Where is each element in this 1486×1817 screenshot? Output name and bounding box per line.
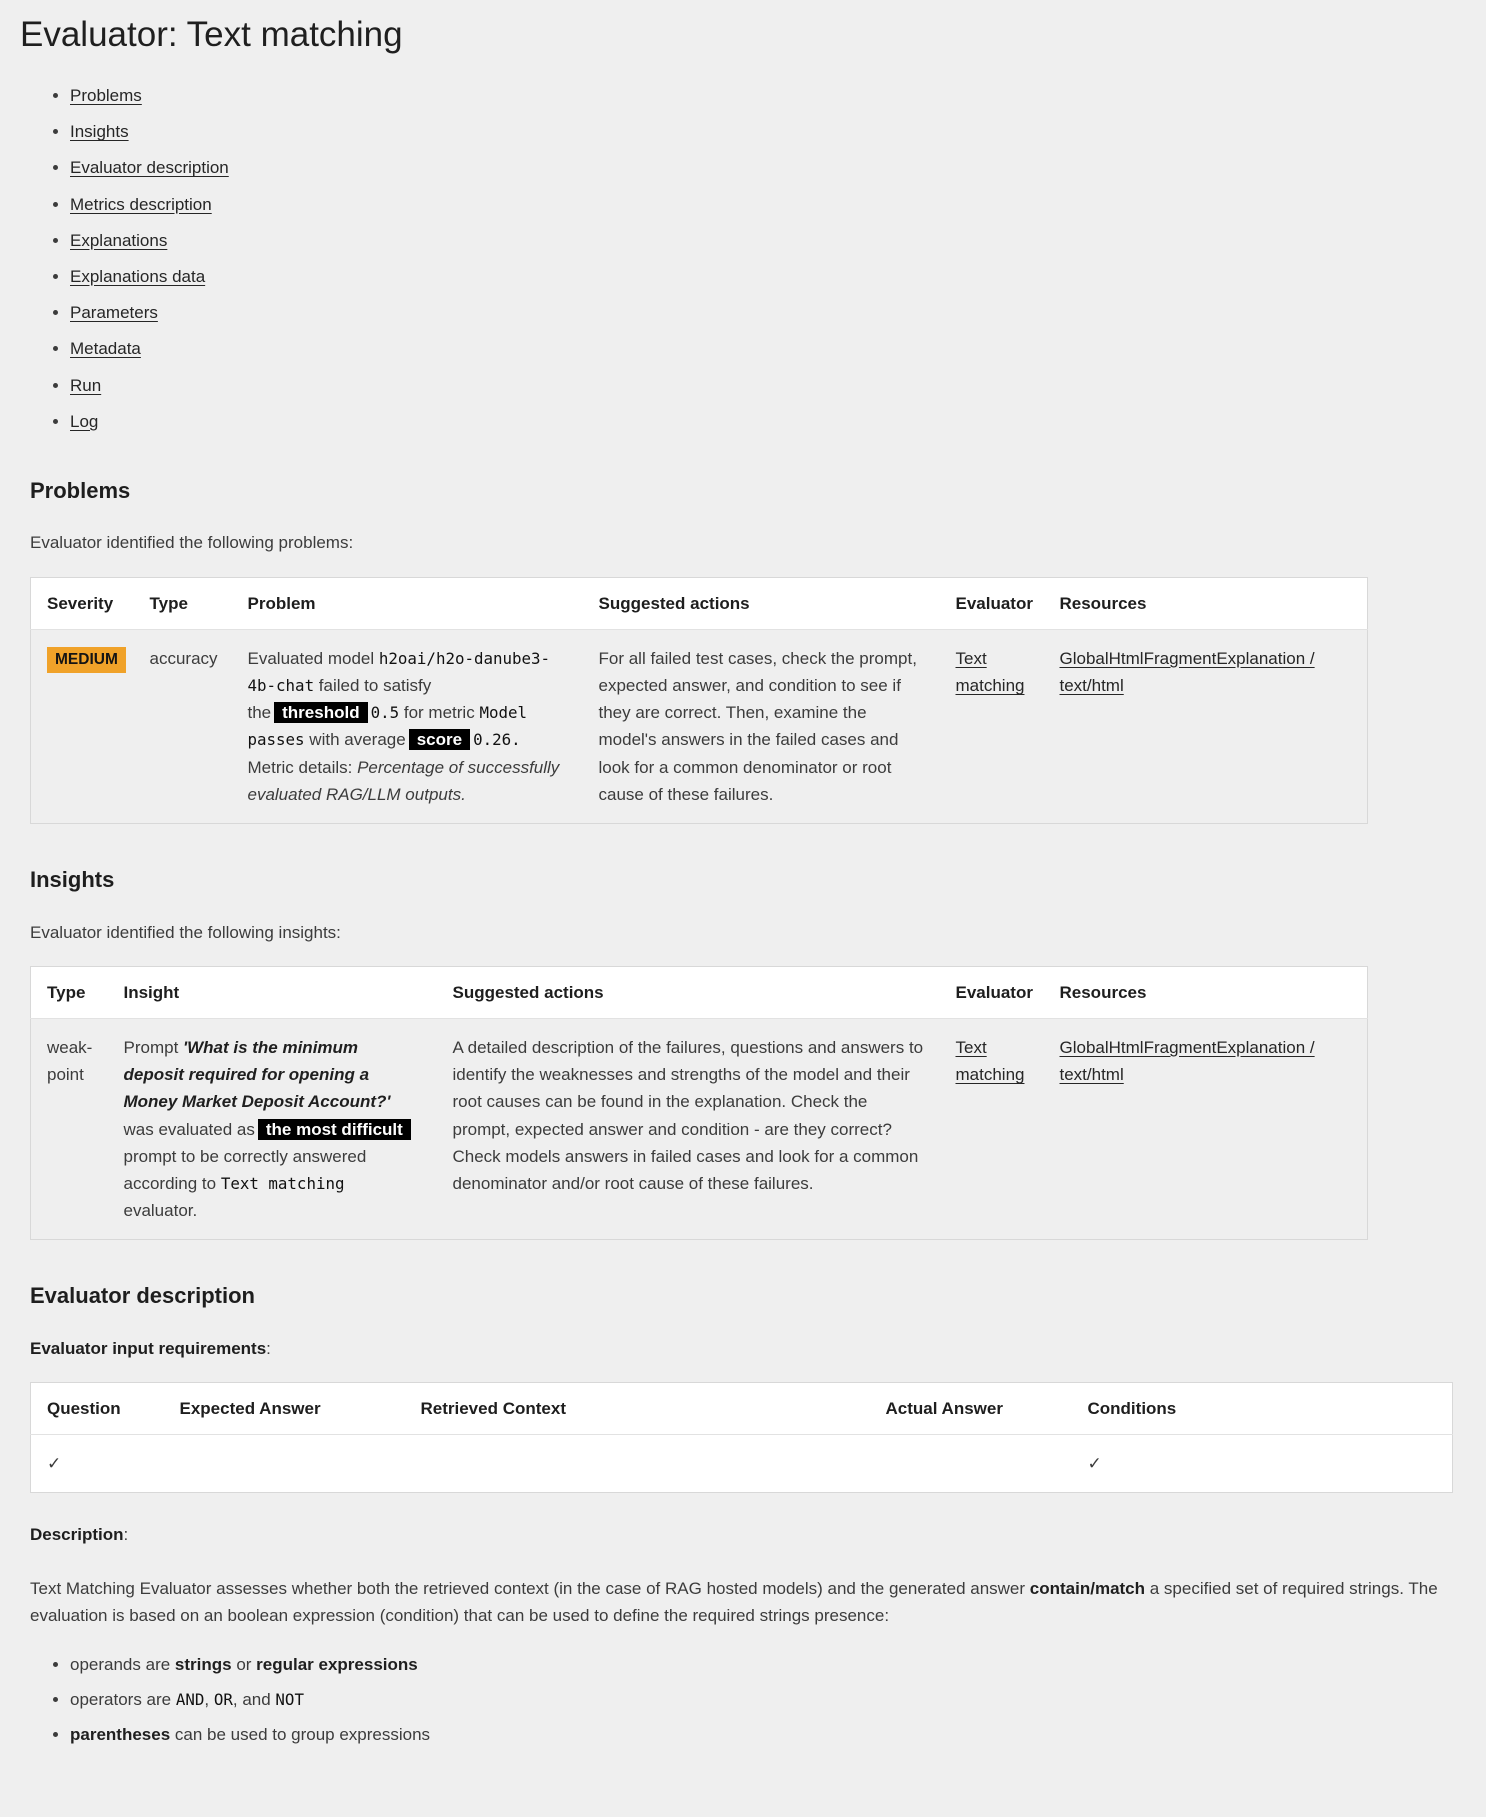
insight-text: was evaluated as — [123, 1119, 255, 1139]
problem-severity-cell — [31, 629, 134, 823]
problem-text: failed to satisfy the — [247, 676, 432, 723]
column-header-type: Type — [134, 577, 232, 629]
input-requirements-label — [30, 1335, 1456, 1362]
contain-match-bold: contain/match — [1029, 1578, 1146, 1598]
requirement-retrieved-context — [405, 1435, 870, 1493]
metric-name-code: Model passes — [247, 703, 527, 750]
bullet-text: operands are — [70, 1654, 175, 1674]
page-title: Evaluator: Text matching — [20, 15, 403, 54]
toc-link-parameters[interactable]: Parameters — [70, 303, 158, 323]
description-colon: : — [123, 1525, 129, 1545]
bullet-text: can be used to group expressions — [170, 1725, 431, 1745]
table-of-contents — [30, 82, 1456, 435]
evaluator-link[interactable]: Text matching — [955, 648, 1025, 696]
description-paragraph — [30, 1575, 1456, 1629]
toc-link-insights[interactable]: Insights — [70, 122, 129, 142]
description-text: a specified set of required strings. The evaluation is based on an boolean expression (condition) that can be used to define the required strings presence: — [30, 1578, 1438, 1625]
model-name-code: h2oai/h2o-danube3-4b-chat — [247, 648, 551, 696]
problem-text: for metric — [399, 703, 480, 723]
requirement-actual-answer — [870, 1435, 1072, 1493]
metric-details-italic: Percentage of successfully evaluated RAG/LLM outputs. — [247, 757, 560, 804]
toc-item-explanations-data — [70, 263, 1456, 290]
insight-evaluator-cell — [940, 1018, 1044, 1239]
problems-table — [30, 577, 1368, 824]
insights-table — [30, 966, 1368, 1241]
requirement-conditions-check: ✓ — [1072, 1435, 1453, 1493]
column-header-evaluator: Evaluator — [940, 577, 1044, 629]
bullet-operands — [70, 1651, 1456, 1678]
requirements-row — [31, 1435, 1453, 1493]
column-header-actual-answer: Actual Answer — [870, 1383, 1072, 1435]
toc-link-explanations[interactable]: Explanations — [70, 230, 168, 250]
bullet-text: , and — [232, 1690, 276, 1710]
toc-item-evaluator-description — [70, 154, 1456, 181]
insights-section — [30, 866, 1456, 1240]
evaluator-link[interactable]: Text matching — [955, 1037, 1025, 1085]
evaluator-name-code: Text matching — [220, 1173, 345, 1193]
problem-text-cell — [232, 629, 583, 823]
column-header-suggested-actions: Suggested actions — [583, 577, 940, 629]
problem-resources-cell — [1044, 629, 1368, 823]
or-operator-code: OR — [213, 1690, 233, 1710]
insight-suggested-actions-cell: A detailed description of the failures, questions and answers to identify the weaknesses and strengths of the model and their root causes can be found in the explanation. Check the prompt, expected answer and condition - are they correct? Check models answers in failed cases and look for a common denominator and/or root cause of these failures. — [452, 1037, 924, 1193]
resource-link[interactable]: GlobalHtmlFragmentExplanation / text/html — [1059, 1037, 1315, 1085]
problems-header-row — [31, 577, 1368, 629]
column-header-resources: Resources — [1044, 577, 1368, 629]
description-label-bold: Description — [30, 1525, 124, 1545]
parentheses-bold: parentheses — [70, 1725, 171, 1745]
problem-text: with average — [304, 730, 406, 750]
prompt-quote: 'What is the minimum deposit required for opening a Money Market Deposit Account?' — [123, 1037, 391, 1112]
problem-suggested-actions-cell: For all failed test cases, check the prompt, expected answer, and condition to see if they are correct. Then, examine the model's answers in the failed cases and look for a common denominator or root cause of these failures. — [598, 648, 917, 804]
score-value-code: 0.26. — [473, 730, 521, 750]
toc-link-metadata[interactable]: Metadata — [70, 339, 141, 359]
problem-row — [31, 629, 1368, 823]
description-label — [30, 1521, 1456, 1548]
requirement-expected-answer — [164, 1435, 405, 1493]
column-header-severity: Severity — [31, 577, 134, 629]
bullet-parentheses — [70, 1721, 1456, 1748]
toc-link-explanations-data[interactable]: Explanations data — [70, 266, 206, 286]
evaluator-description-heading: Evaluator description — [30, 1283, 255, 1309]
problems-heading: Problems — [30, 477, 131, 503]
input-requirements-label-bold: Evaluator input requirements — [30, 1338, 267, 1358]
column-header-conditions: Conditions — [1072, 1383, 1453, 1435]
problem-type-cell: accuracy — [149, 648, 218, 668]
toc-link-evaluator-description[interactable]: Evaluator description — [70, 158, 229, 178]
toc-link-problems[interactable]: Problems — [70, 86, 142, 105]
column-header-type: Type — [31, 966, 108, 1018]
requirements-header-row — [31, 1383, 1453, 1435]
insights-header-row — [31, 966, 1368, 1018]
requirement-question-check: ✓ — [31, 1435, 164, 1493]
problem-text: Metric details: — [247, 757, 358, 777]
toc-item-parameters — [70, 299, 1456, 326]
toc-item-explanations — [70, 227, 1456, 254]
toc-item-log — [70, 408, 1456, 435]
insights-intro: Evaluator identified the following insights: — [30, 922, 341, 942]
problem-text: Evaluated model — [247, 648, 379, 668]
insight-text: Prompt — [123, 1037, 184, 1057]
problem-evaluator-cell — [940, 629, 1044, 823]
toc-item-metrics-description — [70, 191, 1456, 218]
insight-resources-cell — [1044, 1018, 1368, 1239]
toc-link-run[interactable]: Run — [70, 375, 102, 395]
resource-link[interactable]: GlobalHtmlFragmentExplanation / text/html — [1059, 648, 1315, 696]
column-header-problem: Problem — [232, 577, 583, 629]
insight-text: evaluator. — [123, 1201, 198, 1221]
toc-item-insights — [70, 118, 1456, 145]
score-badge: score — [409, 729, 470, 750]
and-operator-code: AND — [175, 1690, 205, 1710]
toc-link-metrics-description[interactable]: Metrics description — [70, 194, 212, 214]
insight-type-cell: weak-point — [47, 1037, 93, 1085]
bullet-operators — [70, 1686, 1456, 1713]
severity-badge-medium: MEDIUM — [47, 647, 126, 673]
insight-text: prompt to be correctly answered according to — [123, 1146, 367, 1193]
input-requirements-colon: : — [266, 1338, 271, 1358]
column-header-question: Question — [31, 1383, 164, 1435]
column-header-retrieved-context: Retrieved Context — [405, 1383, 870, 1435]
bullet-text: or — [231, 1654, 257, 1674]
toc-item-metadata — [70, 335, 1456, 362]
description-bullet-list — [30, 1651, 1456, 1749]
threshold-value-code: 0.5 — [370, 703, 400, 723]
input-requirements-table — [30, 1382, 1453, 1493]
description-text: Text Matching Evaluator assesses whether both the retrieved context (in the case of RAG hosted models) and the generated answer — [30, 1578, 1030, 1598]
toc-link-log[interactable]: Log — [70, 411, 99, 431]
column-header-evaluator: Evaluator — [940, 966, 1044, 1018]
toc-item-problems — [70, 82, 1456, 109]
most-difficult-badge: the most difficult — [258, 1119, 411, 1140]
bullet-text: operators are — [70, 1690, 176, 1710]
problems-section — [30, 477, 1456, 824]
not-operator-code: NOT — [275, 1690, 304, 1710]
problems-intro: Evaluator identified the following problems: — [30, 533, 354, 553]
bullet-text: , — [204, 1690, 214, 1710]
insight-text-cell — [108, 1018, 437, 1239]
column-header-suggested-actions: Suggested actions — [437, 966, 940, 1018]
threshold-badge: threshold — [274, 702, 367, 723]
column-header-resources: Resources — [1044, 966, 1368, 1018]
insight-row — [31, 1018, 1368, 1239]
toc-item-run — [70, 372, 1456, 399]
column-header-expected-answer: Expected Answer — [164, 1383, 405, 1435]
evaluator-description-section — [30, 1282, 1456, 1748]
column-header-insight: Insight — [108, 966, 437, 1018]
regular-expressions-bold: regular expressions — [256, 1654, 418, 1674]
strings-bold: strings — [174, 1654, 232, 1674]
insights-heading: Insights — [30, 866, 115, 892]
